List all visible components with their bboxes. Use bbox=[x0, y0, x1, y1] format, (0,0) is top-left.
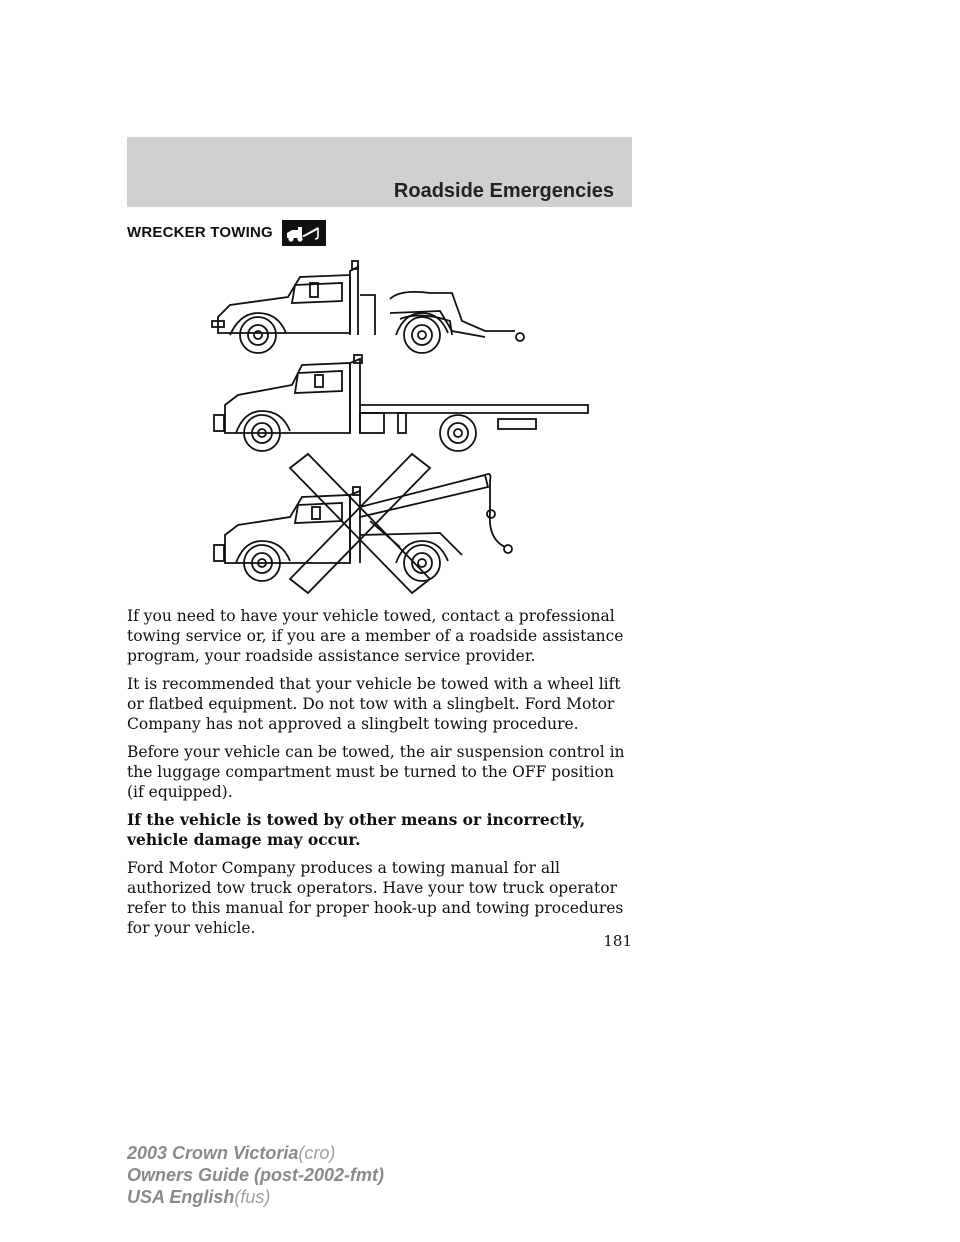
section-heading: WRECKER TOWING bbox=[127, 224, 273, 241]
footer-language: USA English bbox=[127, 1187, 235, 1207]
warning-text: If the vehicle is towed by other means or incorrectly, vehicle damage may occur. bbox=[127, 810, 586, 849]
footer-line-1 bbox=[127, 1142, 384, 1164]
footer-language-code: (fus) bbox=[234, 1187, 271, 1207]
slingbelt-truck bbox=[214, 474, 512, 581]
header-band bbox=[127, 137, 632, 207]
footer-model-code: (cro) bbox=[298, 1143, 336, 1163]
footer bbox=[127, 1142, 384, 1208]
paragraph-towing-manual: Ford Motor Company produces a towing manual for all authorized tow truck operators. Have your tow truck operator refer to this manual for proper hook-up and towing procedures for your vehicle. bbox=[127, 859, 624, 937]
page-number: 181 bbox=[603, 932, 632, 950]
towing-methods-illustration bbox=[200, 255, 600, 595]
tow-truck-icon bbox=[282, 220, 326, 246]
footer-model: 2003 Crown Victoria bbox=[127, 1143, 299, 1163]
paragraph-recommended-equipment: It is recommended that your vehicle be towed with a wheel lift or flatbed equipment. Do not tow with a slingbelt. Ford Motor Company has not approved a slingbelt towing procedure. bbox=[127, 675, 621, 733]
footer-guide: Owners Guide (post-2002-fmt) bbox=[127, 1165, 385, 1185]
footer-line-2 bbox=[127, 1164, 384, 1186]
body-text bbox=[127, 606, 632, 946]
wheel-lift-truck bbox=[212, 261, 524, 353]
footer-line-3 bbox=[127, 1186, 384, 1208]
paragraph-air-suspension: Before your vehicle can be towed, the air suspension control in the luggage compartment must be turned to the OFF position (if equipped). bbox=[127, 743, 625, 801]
flatbed-truck bbox=[214, 355, 588, 451]
page-section-title: Roadside Emergencies bbox=[393, 180, 614, 202]
paragraph-contact-towing: If you need to have your vehicle towed, contact a professional towing service or, if you are a member of a roadside assistance program, your roadside assistance service provider. bbox=[127, 607, 624, 665]
